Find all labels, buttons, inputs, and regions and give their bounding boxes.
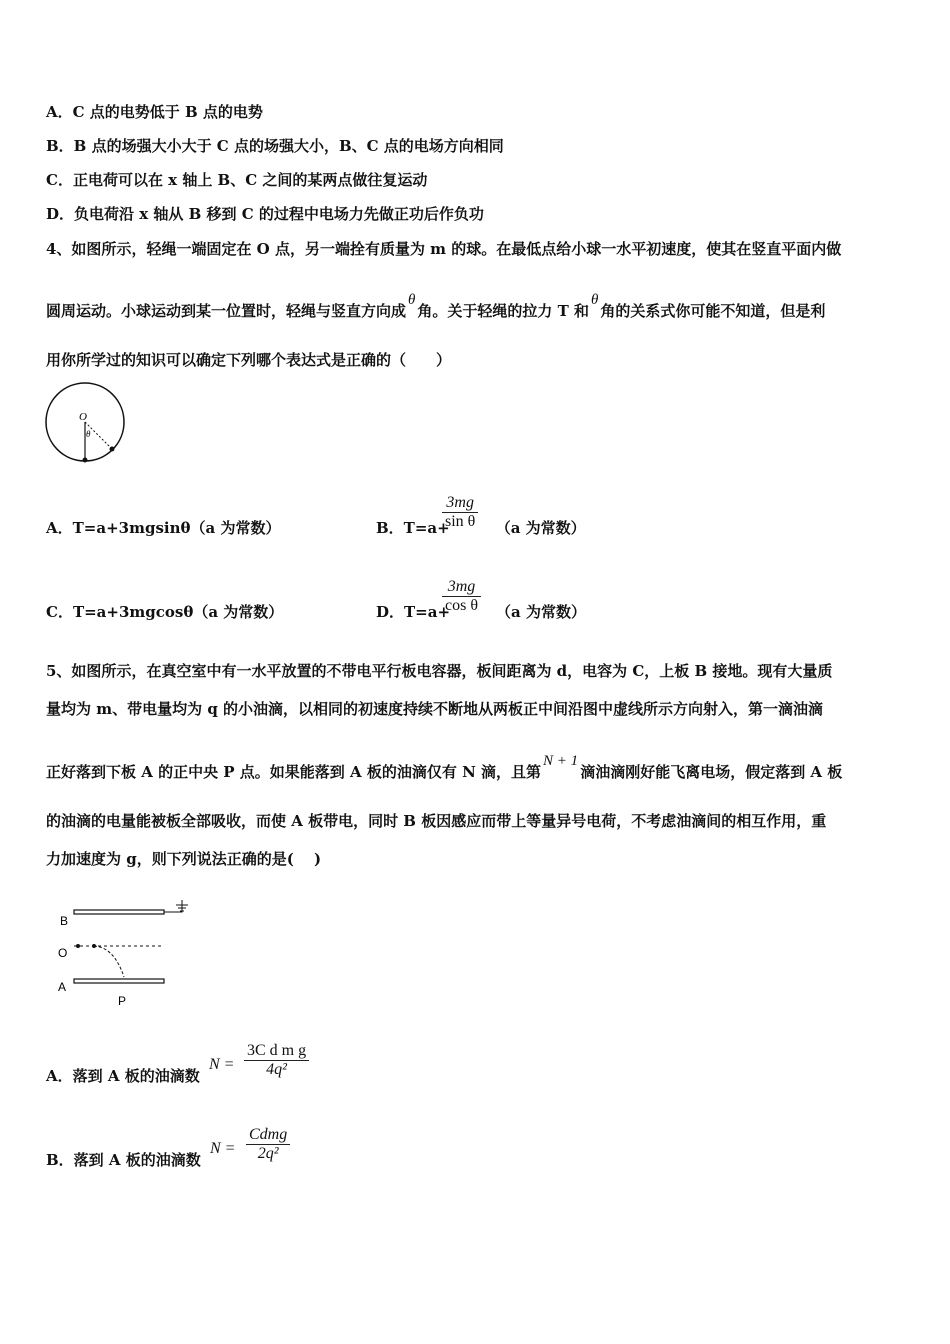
q4-option-b-numerator: 3mg [446, 494, 474, 511]
q4-option-c: C．T=a+3mgcosθ（a 为常数） [46, 603, 284, 621]
q5-option-b-fraction [246, 1126, 290, 1163]
q4-stem-line2 [46, 292, 826, 322]
q4-option-b-suffix: （a 为常数） [495, 519, 586, 537]
q5-figure [52, 885, 202, 1010]
q3-option-c: C．正电荷可以在 x 轴上 B、C 之间的某两点做往复运动 [46, 171, 428, 189]
q5-option-b-text: B．落到 A 板的油滴数 [46, 1151, 201, 1169]
q4-option-d-numerator: 3mg [447, 578, 476, 595]
q4-option-b-prefix: B．T=a+ [376, 519, 450, 537]
q5-figure-plate-b [74, 910, 164, 914]
q5-option-a-denominator: 4q² [266, 1061, 287, 1078]
q3-option-a: A．C 点的电势低于 B 点的电势 [46, 103, 263, 121]
q4-stem-line3: 用你所学过的知识可以确定下列哪个表达式是正确的（ ） [46, 351, 452, 369]
q4-stem-line1: 4、如图所示，轻绳一端固定在 O 点，另一端拴有质量为 m 的球。在最低点给小球一水平初速度，使其在竖直平面内做 [46, 240, 842, 258]
q5-figure-plate-a [74, 979, 164, 983]
q5-figure-trajectory [94, 946, 124, 977]
q4-theta-1: θ [408, 292, 416, 308]
q5-stem-line3b: 滴油滴刚好能飞离电场，假定落到 A 板 [580, 763, 843, 781]
q5-n-plus-1: N + 1 [543, 753, 579, 769]
q5-option-a-text: A．落到 A 板的油滴数 [46, 1067, 200, 1085]
q5-option-b-denominator: 2q² [257, 1145, 279, 1162]
q4-figure-o-label: O [79, 411, 87, 423]
q4-option-d-prefix: D．T=a+ [376, 603, 451, 621]
q4-option-b-fraction [442, 494, 478, 531]
q4-stem-line2b: 角。关于轻绳的拉力 T 和 [417, 302, 589, 320]
q5-stem-line1: 5、如图所示，在真空室中有一水平放置的不带电平行板电容器，板间距离为 d，电容为 C，上板 B 接地。现有大量质 [46, 662, 833, 680]
q3-option-d: D．负电荷沿 x 轴从 B 移到 C 的过程中电场力先做正功后作负功 [46, 205, 484, 223]
q4-figure-ball-bottom [83, 458, 88, 463]
q5-option-b [46, 1140, 236, 1171]
q5-option-a-fraction [244, 1042, 309, 1079]
q4-option-d-suffix: （a 为常数） [496, 603, 586, 621]
q5-option-b-numerator: Cdmg [249, 1126, 288, 1143]
q5-option-a-lhs: N = [208, 1056, 235, 1073]
q4-stem-line2a: 圆周运动。小球运动到某一位置时，轻绳与竖直方向成 [46, 302, 407, 320]
q4-stem-line2c: 角的关系式你可能不知道，但是利 [600, 302, 826, 320]
q5-stem-line5: 力加速度为 g，则下列说法正确的是( ) [46, 850, 322, 868]
q4-option-d-denominator: cos θ [445, 597, 478, 614]
q5-figure-ground-wire [164, 900, 182, 912]
q5-figure-o-label: O [58, 946, 68, 960]
q5-option-a [46, 1056, 235, 1087]
q4-theta-2: θ [591, 292, 599, 308]
q4-figure-ball [110, 447, 115, 452]
q5-stem-line4: 的油滴的电量能被板全部吸收，而使 A 板带电，同时 B 板因感应而带上等量异号电荷，不考虑油滴间的相互作用，重 [46, 812, 827, 830]
q4-option-a: A．T=a+3mgsinθ（a 为常数） [46, 519, 281, 537]
q5-stem-line2: 量均为 m、带电量均为 q 的小油滴，以相同的初速度持续不断地从两板正中间沿图中虚线所示方向射入，第一滴油滴 [46, 700, 824, 718]
q3-option-b: B．B 点的场强大小大于 C 点的场强大小，B、C 点的电场方向相同 [46, 137, 504, 155]
q4-figure [40, 380, 140, 470]
q5-figure-b-label: B [60, 914, 69, 928]
q4-option-d-fraction [442, 578, 481, 615]
q4-option-b [376, 518, 586, 538]
q5-figure-a-label: A [58, 980, 67, 994]
q4-figure-theta-label: θ [86, 429, 91, 439]
q5-stem-line3 [46, 753, 843, 783]
q5-option-b-lhs: N = [210, 1140, 236, 1157]
q5-figure-drop-start [76, 944, 80, 948]
q4-option-b-denominator: sin θ [445, 513, 476, 530]
q5-figure-p-label: P [118, 994, 127, 1008]
q5-option-a-numerator: 3C d m g [247, 1042, 307, 1059]
q5-stem-line3a: 正好落到下板 A 的正中央 P 点。如果能落到 A 板的油滴仅有 N 滴，且第 [46, 763, 542, 781]
